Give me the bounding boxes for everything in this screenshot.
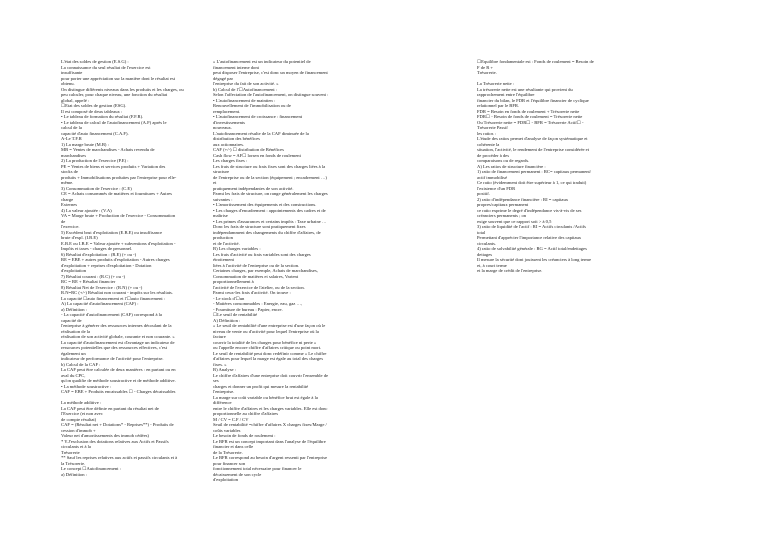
text-line: propres/capitaux permanent — [477, 202, 529, 207]
text-line: positif. — [477, 191, 490, 196]
text-line: peut disposer l'entreprise, c'est donc un moyen de financement — [213, 70, 328, 75]
text-line: Il mesure la sécurité dont jouissent les créanciers à long terme — [477, 257, 592, 262]
text-line: obtenu. — [61, 81, 75, 86]
text-line: Trésorerie. — [477, 70, 497, 75]
text-line: Les frais de structure ou frais fixes sont des charges liées à la — [213, 163, 326, 169]
text-line: Valeur net d'amortissements des immob cédées) — [61, 433, 149, 438]
text-line: ressources potentielles que des ressources effectives, c'est — [61, 345, 167, 350]
text-line: VA = Marge brute + Production de l'exercice - Consommation — [61, 213, 176, 218]
text-line: cohérente la — [477, 141, 500, 147]
text-line: exige souvent que ce rapport soit > à 0,5 — [477, 218, 552, 224]
text-line: ** Sauf les reprises relatives aux actifs et passifs circulants et à — [61, 455, 178, 460]
text-line: structure — [213, 169, 230, 174]
text-line: l'entreprise. — [213, 389, 235, 394]
text-line: La méthode additive : — [61, 400, 102, 405]
text-line: La connaissance du seul résultat de l'exercice est — [61, 64, 151, 70]
text-line: dettages — [477, 251, 493, 257]
text-line: - Fourniture de bureau : Papier, encre. — [213, 306, 283, 312]
text-line: • Le tableau de calcul de l'autofinancement (A.F) après le — [61, 119, 167, 125]
text-line: de procéder à des — [477, 152, 510, 158]
text-line: proportionnelle au chiffre d'affaires — [213, 411, 279, 416]
text-line: insuffisante — [61, 70, 83, 75]
text-line: La CAF peut être définie en partant du résultat net de — [61, 405, 159, 411]
text-line: coûts variables — [213, 427, 241, 433]
text-line: L'état des soldes de gestion (E.S.G) : — [61, 59, 129, 64]
text-line: marchandises — [61, 152, 87, 158]
text-line: d'investissements — [213, 119, 245, 125]
text-line: proportionnellement à — [213, 279, 254, 284]
text-line: Impôts et taxes - charges de personnel. — [61, 246, 133, 251]
text-line: Ou Trésorerie nette = FDR☐ - BFR = Trésorerie Actif☐ - — [477, 119, 584, 125]
text-line: également un — [61, 350, 86, 356]
text-line: 1) ratio de financement permanent : RC= capitaux permanent/ — [477, 169, 592, 174]
text-line: * Y.J'exclusion des dotations relatives aux Actifs et Passifs — [61, 438, 169, 444]
text-line: CAF = (Résultat net + Dotations* - Reprises**) - Produits de — [61, 422, 174, 427]
text-line: ce ratio exprime le degré d'indépendance vis-à-vis de ses — [477, 207, 582, 213]
text-line: Permettant d'apprécier l'importance relative des capitaux — [477, 235, 582, 240]
text-line: décaissement de son cycle — [213, 471, 262, 477]
text-line: CAF (+/-) ☐ distribution de Bénéfices — [213, 147, 284, 152]
text-line: Donc les frais de structure sont pratiquement fixes — [213, 224, 306, 229]
text-column-right — [477, 59, 627, 349]
text-line: et, à court terme — [477, 262, 507, 268]
text-line: couvrir la totalité de les charges pour bénéfice ni perte » — [213, 339, 317, 345]
text-line: pour porter une appréciation sur la manière dont le résultat est — [61, 75, 176, 81]
text-line: Certaines charges, par exemple, Achats de marchandises, — [213, 268, 318, 273]
text-line: et de l'activité. — [213, 240, 240, 246]
text-line: relationnel par le BFR. — [477, 103, 520, 108]
text-line: production — [213, 235, 233, 240]
text-line: global, appelé : — [61, 97, 90, 103]
text-line: a) Définition : — [61, 471, 88, 477]
text-line: d'exploitation — [61, 268, 87, 273]
text-line: 7) Résultat courant : (R.C) (+ ou -) — [61, 273, 126, 279]
text-line: Trésorerie — [61, 449, 80, 455]
text-line: L'autofinancement résulte de la CAF diminuée de la — [213, 130, 309, 136]
text-line: fonctionnement total nécessaire pour financer le — [213, 466, 302, 471]
text-line: • Le tableau de formation du résultat (F.F.R). — [61, 114, 144, 119]
text-line: Externes — [61, 202, 78, 207]
text-line: l'entreprise à générer des ressources internes découlant de la — [61, 323, 172, 328]
text-line: ☐Le seuil de rentabilité — [213, 312, 258, 317]
text-line: entre le chiffre d'affaires et les charges variables. Elle est donc — [213, 405, 328, 411]
text-line: 5) Excédent brut d'exploitation (E.B.E) ou insuffisance — [61, 229, 163, 235]
text-line: fixes. » — [213, 361, 227, 367]
text-line: distribution des bénéfices — [213, 136, 260, 141]
text-line: 8) Résultat Net de l'exercice : (R.N) (+ ou -) — [61, 284, 143, 290]
text-line: « Le seuil de rentabilité d'une entreprise est d'une façon où le — [213, 323, 326, 328]
text-line: aval du CPC, — [61, 372, 86, 378]
text-line: indicateur de performance de l'activité pour l'entreprise. — [61, 356, 164, 361]
text-line: pour financer son — [213, 460, 246, 466]
text-line: 3) ratio de liquidité de l'actif : RI = Actifs circulants /Actifs — [477, 224, 586, 229]
text-line: brute d'expl. (I.B.E) — [61, 235, 98, 240]
text-column-left — [61, 59, 211, 529]
text-line: Renouvellement de l'immobilisation ou de — [213, 103, 291, 108]
text-line: F de R + — [477, 64, 493, 70]
text-line: capacité d'auto financement (C.A.F). — [61, 130, 129, 136]
text-line: les ratios : — [477, 130, 496, 136]
text-line: • L'autofinancement de croissance : financement — [213, 114, 303, 119]
text-line: charges et donner un profit qui mesure la rentabilité — [213, 383, 309, 389]
text-line: total — [477, 229, 486, 235]
text-line: stocks de — [61, 169, 78, 174]
text-line: étroitement — [213, 257, 234, 262]
text-line: MB = Ventes de marchandises - Achats revendu de — [61, 147, 155, 152]
text-line: • Les charges d'encadrement : appointements des cadres et de — [213, 207, 326, 213]
text-line: nouveaux. — [213, 125, 233, 130]
text-line: de la Trésorerie. — [213, 449, 243, 455]
text-line: • La méthode soustractive : — [61, 383, 112, 389]
text-line: financier du bilan, le FDR et l'équilibre financier de cyclique — [477, 97, 589, 103]
text-line: La Trésorerie nette : — [477, 81, 515, 86]
text-line: maîtrise — [213, 213, 228, 218]
text-line: a) Définition : — [61, 306, 88, 312]
text-line: liées à l'activité de l'entreprise ou de la section. — [213, 262, 300, 268]
text-line: CAF = EBE + Produits encaissables ☐ - Charges décaissables — [61, 389, 176, 394]
text-line: de — [61, 218, 66, 224]
text-line: rapprochement entre l'équilibre — [477, 92, 535, 97]
text-line: et la marge de crédit de l'entreprise. — [477, 268, 543, 273]
text-line: pratiquement indépendantes de son activité. — [213, 185, 294, 191]
text-line: financier et dans celle — [213, 444, 254, 449]
text-line: M / CV = C.F / CV — [213, 416, 249, 422]
text-line: » L'autofinancement est un indicateur du potentiel de — [213, 59, 311, 64]
text-line: circulants. — [477, 240, 497, 246]
text-line: Trésorerie Passif — [477, 125, 508, 130]
text-line: l'exercice. — [61, 224, 80, 229]
text-line: ou l'appelle encore chiffre d'affaires critique ou point mort. — [213, 345, 322, 350]
text-line: Il est composé de deux tableaux : — [61, 108, 123, 114]
text-line: charge — [61, 196, 74, 202]
text-line: A-Le T.F.R — [61, 136, 82, 141]
text-line: d'exploitation + reprises d'exploitation - Dotation — [61, 262, 152, 268]
text-line: et — [213, 180, 217, 185]
text-line: - Matières consommables : Energie, eau, gaz …, — [213, 301, 303, 306]
text-column-middle — [213, 59, 357, 529]
text-line: RE = EBE + autres produits d'exploitation - Autres charges — [61, 257, 170, 262]
text-line: 6) Résultat d'exploitation : (R.E) (+ ou -) — [61, 251, 137, 257]
text-line: la Trésorerie. — [61, 460, 86, 466]
text-line: capacité de — [61, 317, 82, 323]
text-line: b) Calcul de la CAF : — [61, 361, 101, 367]
text-line: l'activité de l'exercice de l'atelier, ou de la section. — [213, 284, 305, 290]
text-line: qu'on qualifie de méthode soustractive et de méthode additive. — [61, 378, 176, 383]
text-line: Consommation de matières et salaires, Varient — [213, 273, 299, 279]
text-line: ses — [213, 378, 219, 383]
text-line: La trésorerie nette est une résultante qui provient du — [477, 86, 573, 92]
text-line: produits + Immobilisations produites par l'entreprise pour elle- — [61, 174, 177, 180]
text-line: A) La capacité d'autofinancement (CAF) : — [61, 301, 139, 306]
text-line: circulants et à la — [61, 444, 91, 449]
text-line: Le concept ☐Autofinancement : — [61, 466, 121, 471]
text-line: R.N=RC (+/-) Résultat non courant - impôts sur les résultats. — [61, 290, 173, 295]
text-line: réalisation de la — [61, 328, 91, 334]
text-line: dégagé par — [213, 75, 234, 81]
text-line: comparaisons ou de regards. — [477, 158, 530, 163]
text-line: Les charges fixes : — [213, 158, 248, 163]
text-line: actif immobilisé — [477, 174, 507, 180]
text-line: peu calculer, pour chaque niveau, une fonction du résultat — [61, 92, 168, 97]
text-line: • L'amortissement des équipements et des constructions. — [213, 202, 317, 207]
text-line: Le chiffre d'affaires d'une entreprise doit couvrir l'ensemble de — [213, 372, 329, 378]
text-line: Les frais d'activité ou frais variables sont des charges — [213, 251, 311, 257]
text-line: Parmi ceux-les frais d'activité. On trouve : — [213, 290, 291, 295]
text-line: 2) ratio d'indépendance financière : RI = capitaux — [477, 196, 569, 202]
text-line: suivantes : — [213, 196, 233, 202]
text-line: L'étude des ratios permet d'analyse de façon systématique et — [477, 136, 588, 141]
text-line: La CAF peut être calculée de deux manières : en partant ou en — [61, 367, 176, 372]
text-line: même. — [61, 180, 74, 185]
text-line: A) Les ratios de structure financière : — [477, 163, 546, 169]
text-line: Le seuil de rentabilité peut donc redéfinir comme « Le chiffre — [213, 350, 327, 356]
text-line: l'existence d'un FDR — [477, 185, 516, 191]
text-line: 2) La production de l'exercice (P.E) : — [61, 158, 129, 163]
text-line: - Le stock d'☐un — [213, 295, 245, 301]
text-line: 4) La valeur ajoutée : (V.A) — [61, 207, 112, 213]
text-line: de compte résultat) — [61, 416, 97, 422]
text-line: B) Les charges variables : — [213, 246, 261, 251]
text-line: Selon l'affectation de l'autofinancement, on distingue souvent : — [213, 92, 329, 97]
text-line: Cash flow = AF☐ lorsen en fonds de roulement — [213, 152, 301, 158]
text-line: d'affaires pour lequel la marge est égale au total des charges — [213, 356, 324, 361]
text-line: 1) La marge brute (M.B) : — [61, 141, 109, 147]
text-line: ☐Etat des soldes de gestion (ESG). — [61, 103, 127, 108]
text-line: réalisation de son activité globale, courante et non courante. » — [61, 334, 175, 339]
text-line: Le BFR correspond au besoin d'argent ressenti par l'entreprise — [213, 455, 328, 460]
text-line: • L'autofinancement de maintien : — [213, 97, 276, 103]
text-line: CE = Achats consommés de matières et fournitures + Autres — [61, 191, 172, 196]
text-line: Ce ratio (évidemment doit être supérieur à 1, ce qui traduit) — [477, 180, 587, 185]
text-line: indépendamment des changements du chiffre d'affaires, de — [213, 229, 321, 235]
text-line: La capacité d'autofinancement est d'avantage un indicateur de — [61, 339, 175, 345]
text-line: créanciers permanents ; on — [477, 213, 527, 218]
text-line: situation, l'activité, le rendement de l'entreprise considérée et — [477, 147, 589, 152]
text-line: ☐Equilibre fondamentale est : Fonds de roulement = Besoin de — [477, 59, 594, 64]
text-line: cession d'immob + — [61, 427, 96, 433]
text-line: A) Définition : — [213, 317, 241, 323]
text-line: facture — [213, 334, 226, 339]
text-line: RC = RE + Résultat financier — [61, 279, 116, 284]
text-line: d'exploitation — [213, 477, 239, 482]
text-line: calcul de la — [61, 125, 82, 130]
text-line: l'Exercice (et non avec — [61, 411, 103, 416]
text-line: l'entreprise du fait de son activité. » — [213, 81, 279, 86]
text-line: - La capacité d'autofinancement (CAF) correspond à la — [61, 312, 162, 317]
text-line: • Les primes d'assurances et certains impôts : Taxe urbaine … — [213, 218, 327, 224]
text-line: financement interne dont — [213, 64, 259, 70]
text-line: remplacement. — [213, 108, 241, 114]
text-line: aux actionnaires. — [213, 141, 245, 147]
text-line: Le BFR est un concept important dans l'analyse de l'équilibre — [213, 438, 326, 444]
text-line: FDR☐ - Besoin de fonds de roulement = Trésorerie nette — [477, 114, 583, 119]
text-line: B) Analyse : — [213, 367, 236, 372]
text-line: niveau de vente ou d'activité pour lequel l'entreprise où la — [213, 328, 319, 334]
text-line: La marge sur coût variable ou bénéfice brut est égale à la — [213, 394, 318, 400]
text-line: Parmi les frais de structure, on range généralement les charges — [213, 191, 328, 196]
text-line: Seuil de rentabilité =chiffre d'affaires X charges fixes/Marge / — [213, 422, 327, 427]
text-line: de l'entreprise ou de la section (équipement ; encadrement …) — [213, 174, 327, 180]
text-line: b) Calcul de l'☐Autofinancement : — [213, 86, 278, 92]
text-line: E.B.E ou I.B.E = Valeur ajoutée + subventions d'exploitation - — [61, 240, 176, 246]
text-line: 4) ratio de solvabilité générale : RG = Actif total/endettages — [477, 246, 587, 251]
text-line: 3) Consommation de l'exercice : (C.E) — [61, 185, 132, 191]
text-line: différence — [213, 400, 232, 405]
text-line: On distingue différents niveaux dans les produits et les charges, ou — [61, 86, 184, 92]
text-line: PE = Ventes de biens et services produits + Variation des — [61, 163, 166, 169]
text-line: La capacité ☐auto financement et l'☐auto financement : — [61, 295, 166, 301]
text-line: Le besoin de fonds de roulement : — [213, 433, 276, 438]
text-line: FDR = Besoin en fonds de roulement + Trésorerie nette — [477, 108, 580, 114]
